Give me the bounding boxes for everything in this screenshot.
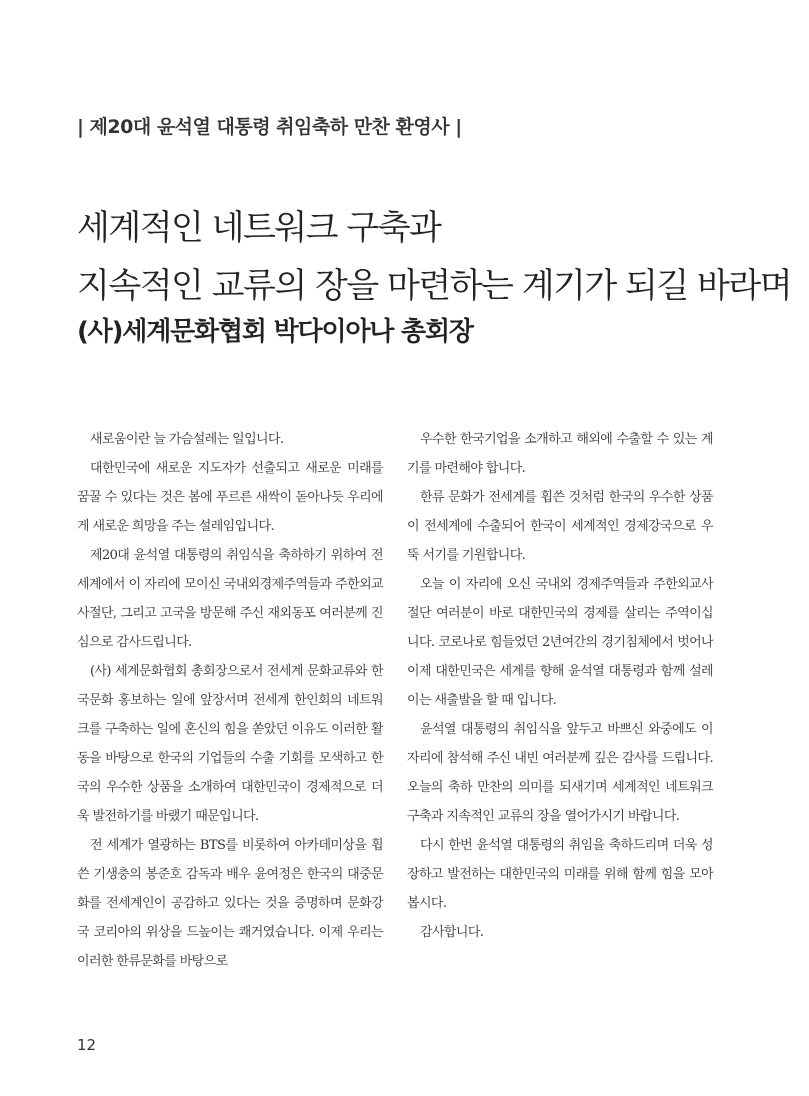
body-column-left — [77, 425, 383, 976]
paragraph: (사) 세계문화협회 총회장으로서 전세계 문화교류와 한국문화 홍보하는 일에 앞장서며 전세계 한인회의 네트워크를 구축하는 일에 혼신의 힘을 쏟았던 이유도 이러한 활동을 바탕으로 한국의 기업들의 수출 기회를 모색하고 한국의 우수한 상품을 소개하여 대한민국이 경제적으로 더욱 발전하기를 바랬기 때문입니다. — [77, 664, 383, 824]
paragraph: 윤석열 대통령의 취임식을 앞두고 바쁘신 와중에도 이 자리에 참석해 주신 내빈 여러분께 깊은 감사를 드립니다. 오늘의 축하 만찬의 의미를 되새기며 세계적인 네트워크 구축과 지속적인 교류의 장을 열어가시기 바랍니다. — [407, 722, 713, 824]
paragraph: 제20대 윤석열 대통령의 취임식을 축하하기 위하여 전세계에서 이 자리에 모이신 국내외경제주역들과 주한외교사절단, 그리고 고국을 방문해 주신 재외동포 여러분께 진심으로 감사드립니다. — [77, 548, 383, 650]
title-line-2: 지속적인 교류의 장을 마련하는 계기가 되길 바라며 — [77, 266, 792, 306]
title-line-1: 세계적인 네트워크 구축과 — [77, 208, 441, 248]
section-tag: | 제20대 윤석열 대통령 취임축하 만찬 환영사 | — [77, 116, 462, 138]
paragraph: 다시 한번 윤석열 대통령의 취임을 축하드리며 더욱 성장하고 발전하는 대한민국의 미래를 위해 함께 힘을 모아봅시다. — [407, 838, 713, 911]
body-column-right — [407, 425, 713, 947]
paragraph: 새로움이란 늘 가슴설레는 일입니다. — [90, 432, 284, 447]
author-byline: (사)세계문화협회 박다이아나 총회장 — [77, 317, 473, 347]
paragraph: 오늘 이 자리에 오신 국내외 경제주역들과 주한외교사절단 여러분이 바로 대한민국의 경제를 살리는 주역이십니다. 코로나로 힘들었던 2년여간의 경기침체에서 벗어나 이제 대한민국은 세계를 향해 윤석열 대통령과 함께 설레이는 새출발을 할 때 입니다. — [407, 577, 713, 708]
paragraph: 전 세계가 열광하는 BTS를 비롯하여 아카데미상을 휩쓴 기생충의 봉준호 감독과 배우 윤여정은 한국의 대중문화를 전세계인이 공감하고 있다는 것을 증명하며 문화강국 코리아의 위상을 드높이는 쾌거였습니다. 이제 우리는 이러한 한류문화를 바탕으로 — [77, 838, 383, 969]
paragraph: 감사합니다. — [420, 925, 484, 940]
paragraph: 대한민국에 새로운 지도자가 선출되고 새로운 미래를 꿈꿀 수 있다는 것은 봄에 푸르른 새싹이 돋아나듯 우리에게 새로운 희망을 주는 설레임입니다. — [77, 461, 383, 534]
paragraph: 우수한 한국기업을 소개하고 해외에 수출할 수 있는 계기를 마련해야 합니다. — [407, 432, 713, 476]
paragraph: 한류 문화가 전세계를 휩쓴 것처럼 한국의 우수한 상품이 전세계에 수출되어 한국이 세계적인 경제강국으로 우뚝 서기를 기원합니다. — [407, 490, 713, 563]
page-number: 12 — [77, 1036, 97, 1054]
